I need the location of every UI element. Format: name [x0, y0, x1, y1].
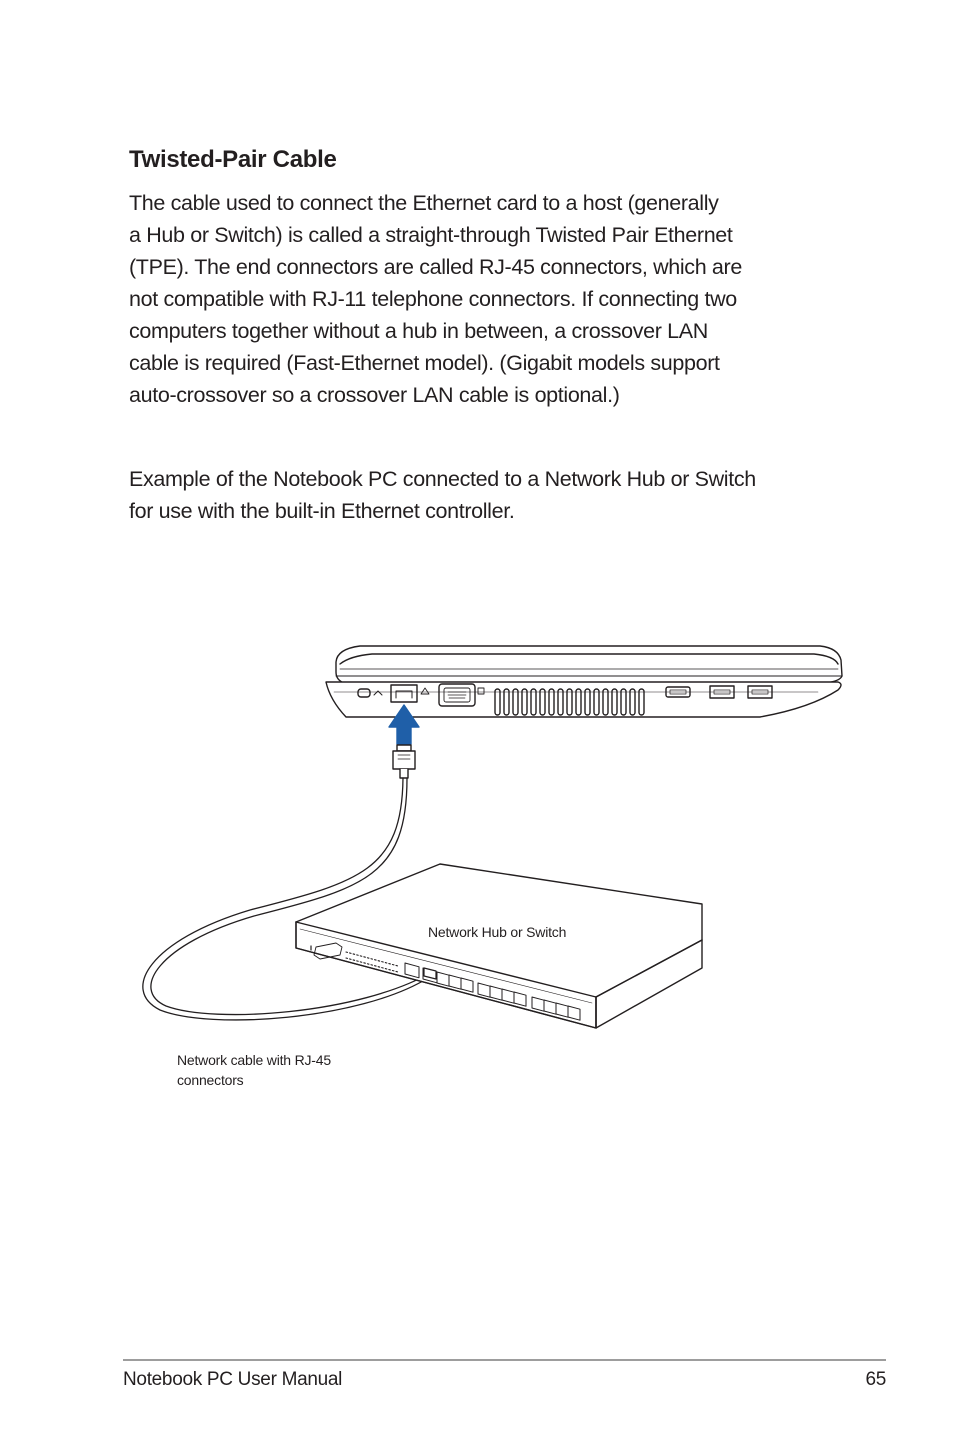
hub-label: Network Hub or Switch [428, 924, 567, 940]
cable-label-line: connectors [177, 1072, 244, 1088]
paragraph-line: a Hub or Switch) is called a straight-through Twisted Pair Ethernet [129, 223, 733, 247]
section-heading: Twisted-Pair Cable [129, 146, 337, 173]
footer-title: Notebook PC User Manual [123, 1369, 343, 1390]
paragraph-line: (TPE). The end connectors are called RJ-45 connectors, which are [129, 255, 742, 279]
rj45-plug-icon [393, 745, 415, 778]
cable-label-line: Network cable with RJ-45 [177, 1052, 331, 1068]
paragraph-line: cable is required (Fast-Ethernet model). (Gigabit models support [129, 351, 720, 375]
network-hub-switch [296, 864, 702, 1028]
page-number: 65 [865, 1369, 886, 1390]
paragraph-line: The cable used to connect the Ethernet card to a host (generally [129, 191, 719, 215]
cable-label [177, 1050, 331, 1090]
paragraph-line: for use with the built-in Ethernet controller. [129, 499, 515, 523]
paragraph-line: Example of the Notebook PC connected to a Network Hub or Switch [129, 467, 756, 491]
paragraph-line: not compatible with RJ-11 telephone connectors. If connecting two [129, 287, 737, 311]
paragraph-line: auto-crossover so a crossover LAN cable is optional.) [129, 383, 620, 407]
footer-divider [123, 1359, 886, 1361]
paragraph-line: computers together without a hub in between, a crossover LAN [129, 319, 708, 343]
